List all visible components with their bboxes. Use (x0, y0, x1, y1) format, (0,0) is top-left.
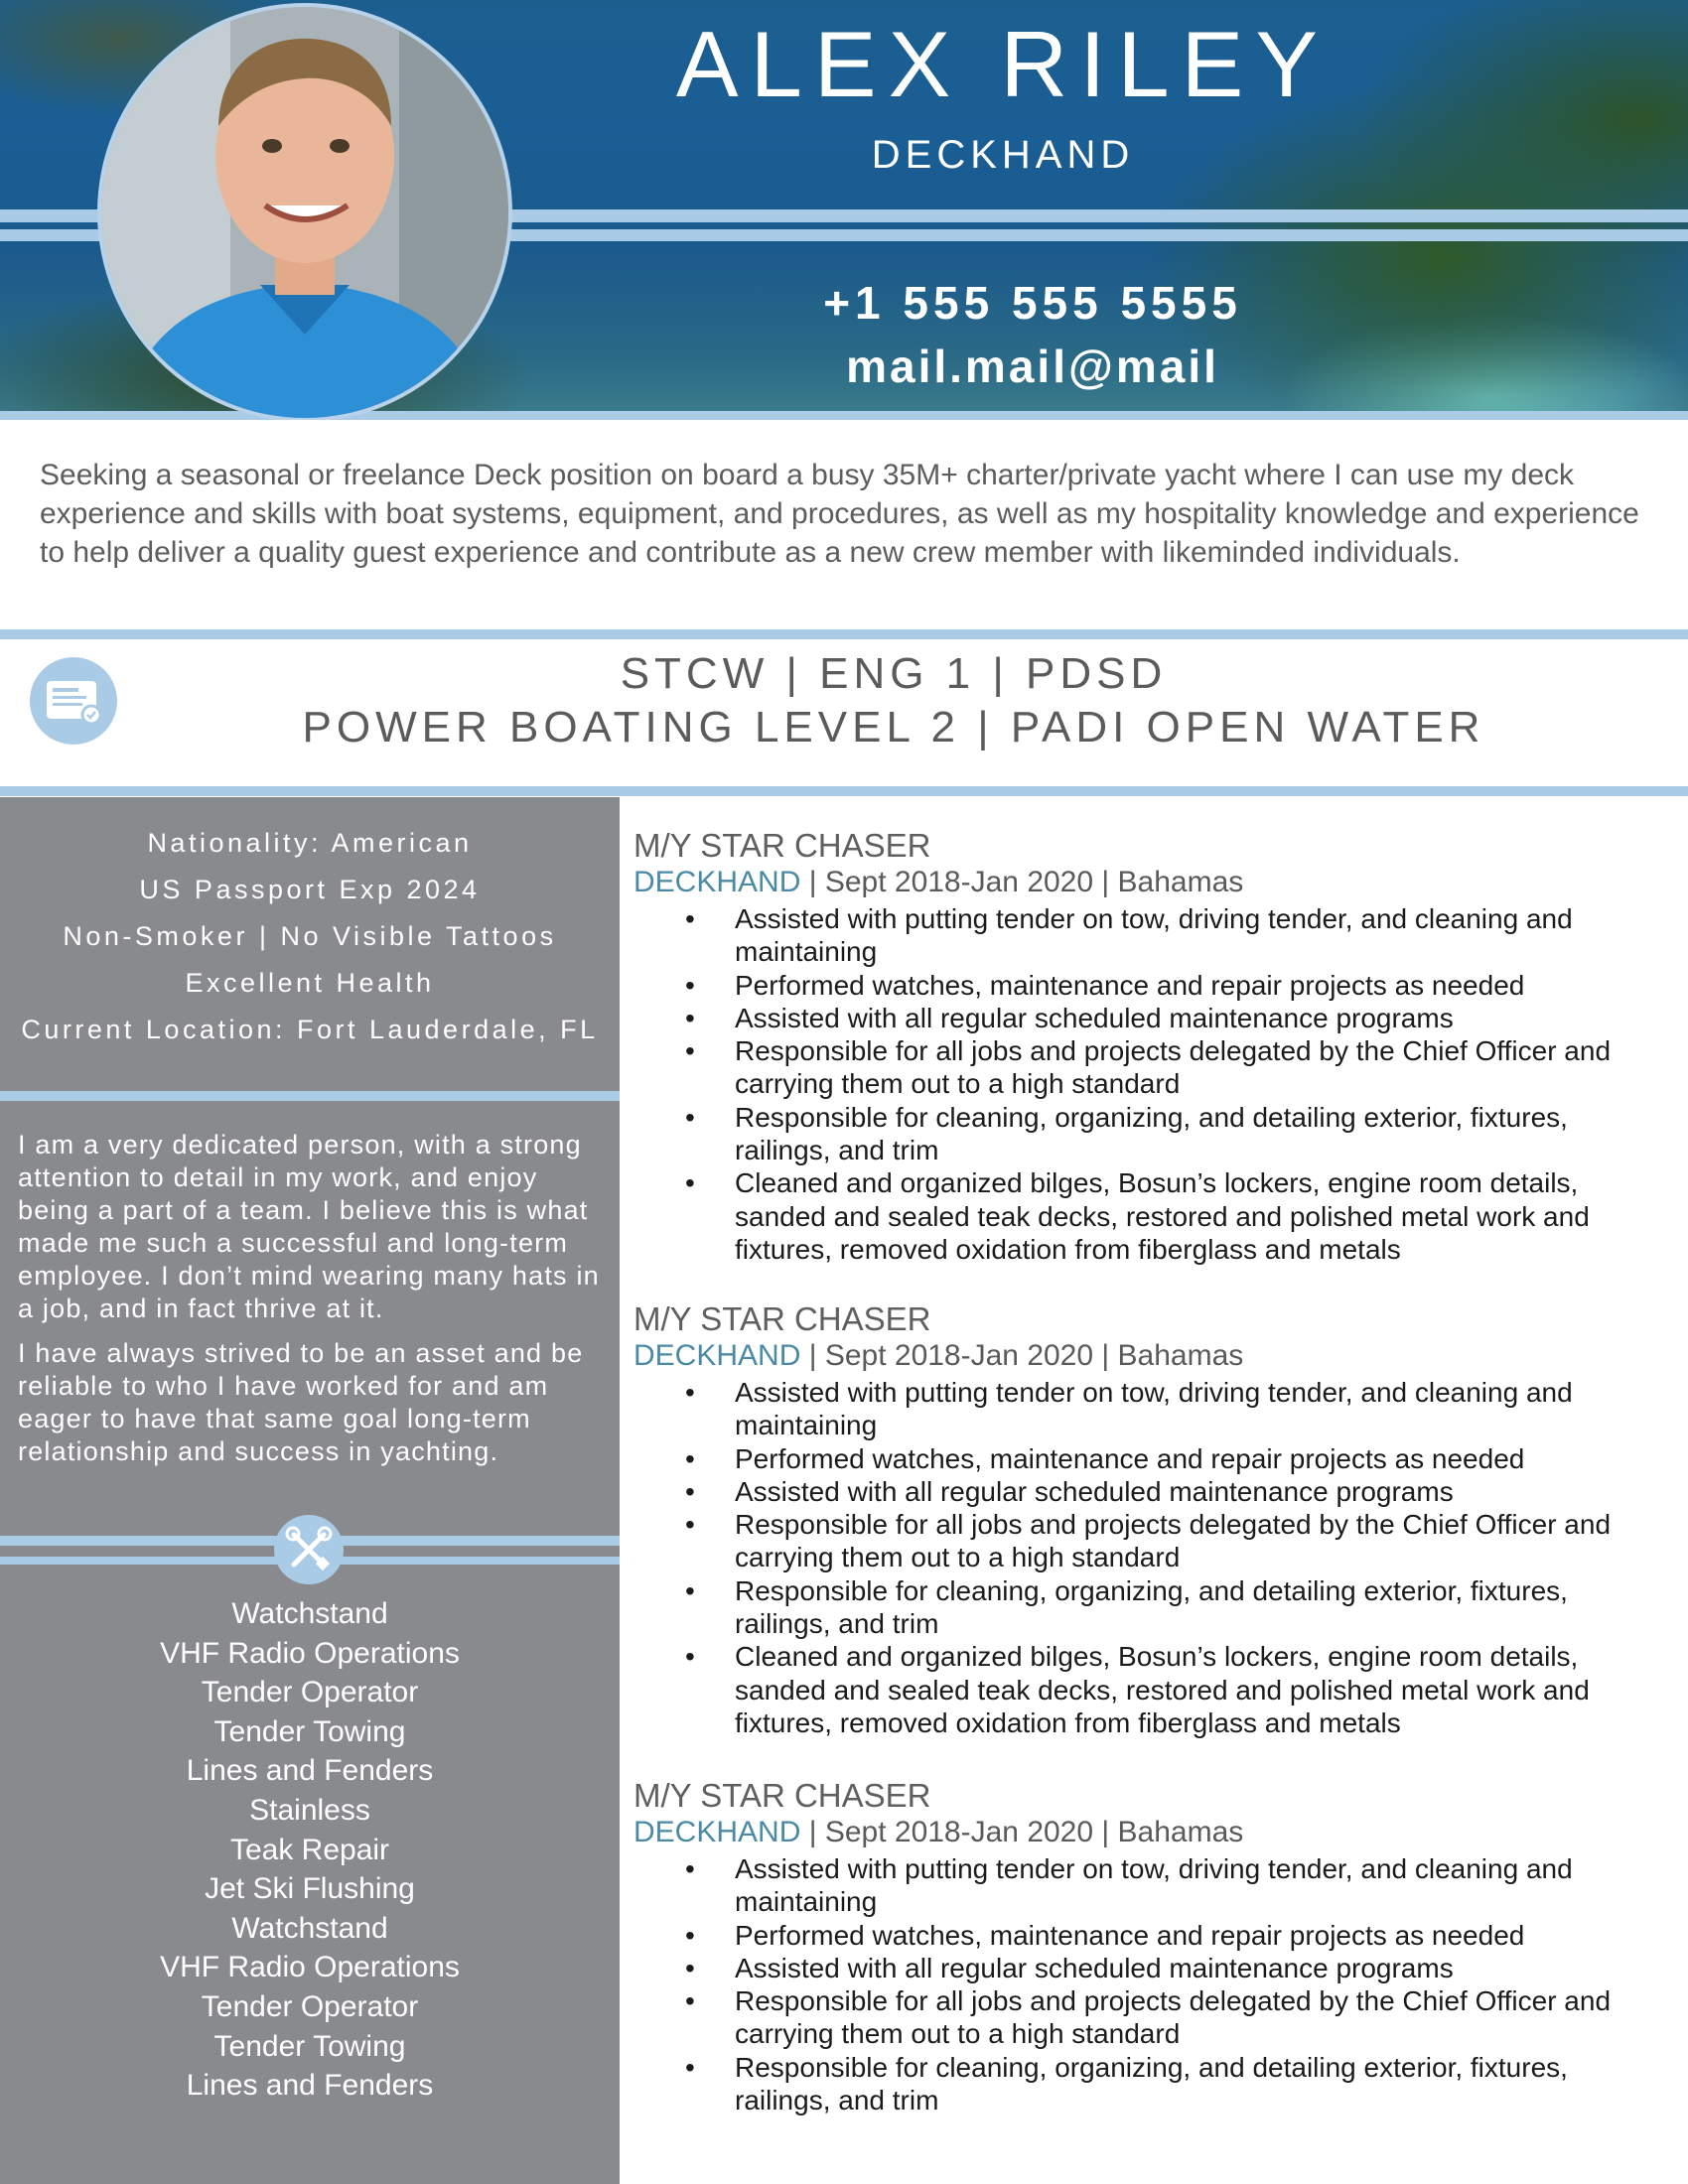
email-address[interactable]: mail.mail@mail (846, 341, 1219, 392)
role-details: | Sept 2018-Jan 2020 | Bahamas (808, 1816, 1244, 1848)
vessel-name: M/Y STAR CHASER (633, 1300, 931, 1337)
duty-item: • Responsible for cleaning, organizing, and detailing exterior, fixtures, railings, and trim (735, 2051, 1636, 2117)
personal-item: US Passport Exp 2024 (139, 875, 481, 904)
personal-details (0, 820, 620, 1053)
duty-item: • Assisted with all regular scheduled maintenance programs (735, 1002, 1636, 1034)
experience-entry (633, 1777, 1636, 2116)
duty-item: • Responsible for all jobs and projects delegated by the Chief Officer and carrying them out to a high standard (735, 1508, 1636, 1574)
duty-item: • Cleaned and organized bilges, Bosun’s lockers, engine room details, sanded and sealed teak decks, restored and polished metal work and fixtures, removed oxidation from fiberglass and metals (735, 1640, 1636, 1739)
person-portrait-icon (101, 7, 508, 418)
duties-list (633, 1376, 1636, 1739)
duty-item: • Responsible for all jobs and projects delegated by the Chief Officer and carrying them out to a high standard (735, 1034, 1636, 1101)
role-details: | Sept 2018-Jan 2020 | Bahamas (808, 866, 1244, 898)
certificate-icon-badge (30, 657, 117, 745)
skill-item: Tender Operator (201, 1676, 419, 1709)
personal-item: Excellent Health (185, 968, 435, 998)
duty-item: • Assisted with putting tender on tow, driving tender, and cleaning and maintaining (735, 902, 1636, 969)
skill-item: VHF Radio Operations (160, 1951, 460, 1984)
certifications-line-1: STCW | ENG 1 | PDSD (620, 649, 1168, 698)
role-details: | Sept 2018-Jan 2020 | Bahamas (808, 1339, 1244, 1372)
certificate-icon (30, 657, 117, 745)
skill-item: Tender Towing (213, 2029, 406, 2063)
skill-item: Watchstand (231, 1911, 388, 1945)
candidate-title: DECKHAND (871, 133, 1135, 177)
role-line (633, 865, 1636, 900)
vessel-name: M/Y STAR CHASER (633, 1777, 931, 1814)
duty-item: • Performed watches, maintenance and repair projects as needed (735, 969, 1636, 1002)
header-banner (0, 0, 1688, 420)
about-paragraph: I have always strived to be an asset and be reliable to who I have worked for and am eager to have that same goal long-term relationship and success in yachting. (18, 1338, 584, 1466)
duty-item: • Assisted with putting tender on tow, driving tender, and cleaning and maintaining (735, 1852, 1636, 1919)
tools-icon (274, 1515, 344, 1584)
duty-item: • Assisted with all regular scheduled maintenance programs (735, 1952, 1636, 1984)
duty-item: • Responsible for cleaning, organizing, and detailing exterior, fixtures, railings, and trim (735, 1101, 1636, 1167)
duty-item: • Responsible for cleaning, organizing, and detailing exterior, fixtures, railings, and trim (735, 1574, 1636, 1641)
duty-item: • Responsible for all jobs and projects delegated by the Chief Officer and carrying them out to a high standard (735, 1984, 1636, 2051)
duty-item: • Performed watches, maintenance and repair projects as needed (735, 1919, 1636, 1952)
duty-item: • Cleaned and organized bilges, Bosun’s lockers, engine room details, sanded and sealed teak decks, restored and polished metal work and fixtures, removed oxidation from fiberglass and metals (735, 1166, 1636, 1266)
certifications-line-2: POWER BOATING LEVEL 2 | PADI OPEN WATER (302, 703, 1485, 751)
personal-item: Nationality: American (147, 828, 473, 858)
skill-item: Stainless (249, 1793, 370, 1827)
skill-item: Tender Towing (213, 1714, 406, 1748)
objective-statement: Seeking a seasonal or freelance Deck position on board a busy 35M+ charter/private yacht where I can use my deck experience and skills with boat systems, equipment, and procedures, as well as my hospitality knowledge and experience to help deliver a quality guest experience and contribute as a new crew member with likeminded individuals. (40, 459, 1639, 569)
skills-list (0, 1594, 620, 2106)
role-line (633, 1338, 1636, 1374)
position-title: DECKHAND (633, 866, 801, 898)
duties-list (633, 902, 1636, 1266)
section-divider-top (0, 629, 1688, 639)
duty-item: • Assisted with all regular scheduled maintenance programs (735, 1475, 1636, 1508)
position-title: DECKHAND (633, 1339, 801, 1372)
candidate-name: ALEX RILEY (675, 12, 1331, 116)
duty-item: • Performed watches, maintenance and repair projects as needed (735, 1442, 1636, 1475)
skill-item: Tender Operator (201, 1989, 419, 2023)
skill-item: Lines and Fenders (186, 1754, 434, 1788)
about-paragraph: I am a very dedicated person, with a strong attention to detail in my work, and enjoy being a part of a team. I believe this is what made me such a successful and long-term employee. I don’t mind wearing many hats in a job, and in fact thrive at it. (18, 1130, 600, 1323)
vessel-name: M/Y STAR CHASER (633, 827, 931, 864)
duties-list (633, 1852, 1636, 2116)
role-line (633, 1815, 1636, 1850)
position-title: DECKHAND (633, 1816, 801, 1848)
personal-item: Current Location: Fort Lauderdale, FL (21, 1015, 599, 1044)
skill-item: Teak Repair (229, 1833, 390, 1866)
experience-entry (633, 827, 1636, 1266)
phone-number[interactable]: +1 555 555 5555 (823, 277, 1242, 329)
experience-entry (633, 1300, 1636, 1739)
skill-item: Jet Ski Flushing (205, 1872, 415, 1906)
tools-icon-badge (274, 1515, 344, 1584)
duty-item: • Assisted with putting tender on tow, driving tender, and cleaning and maintaining (735, 1376, 1636, 1442)
section-divider-bottom (0, 786, 1688, 796)
about-me (18, 1129, 604, 1480)
skill-item: Watchstand (231, 1597, 388, 1630)
sidebar-divider-1 (0, 1091, 620, 1101)
personal-item: Non-Smoker | No Visible Tattoos (63, 921, 557, 951)
skill-item: Lines and Fenders (186, 2069, 434, 2103)
profile-photo (97, 3, 512, 420)
skill-item: VHF Radio Operations (160, 1636, 460, 1670)
